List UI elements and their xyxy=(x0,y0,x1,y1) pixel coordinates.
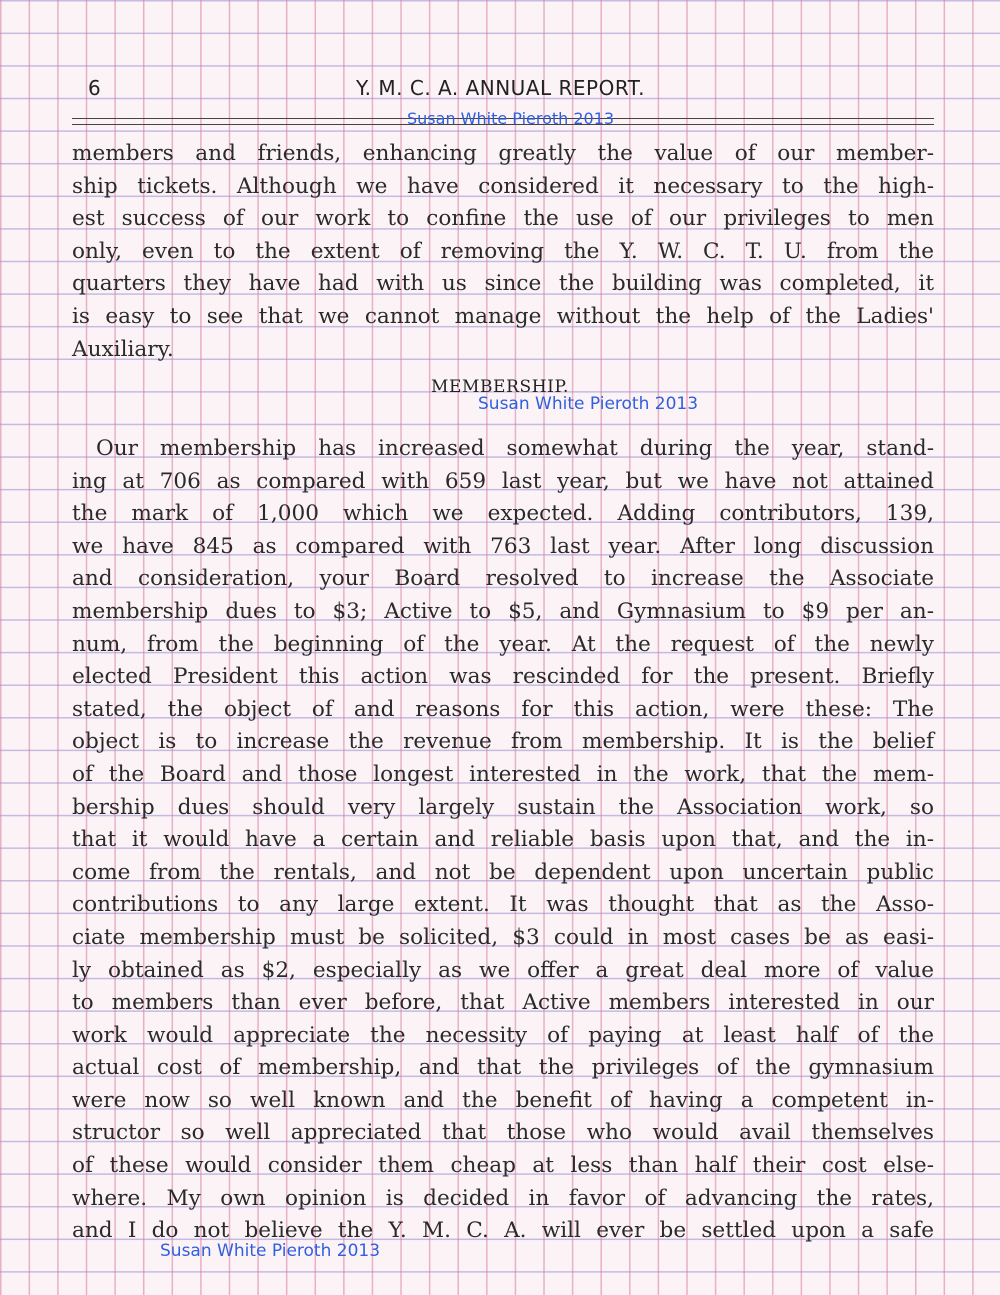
text-line: membership dues to $3; Active to $5, and Gymnasium to $9 per an- xyxy=(72,598,934,624)
text-line: the mark of 1,000 which we expected. Adding contributors, 139, xyxy=(72,501,934,527)
page-header xyxy=(0,70,1000,110)
text-line: and I do not believe the Y. M. C. A. will ever be settled upon a safe xyxy=(72,1218,934,1244)
text-line: work would appreciate the necessity of paying at least half of the xyxy=(72,1022,934,1048)
text-line: Auxiliary. xyxy=(72,336,174,362)
text-line: structor so well appreciated that those who would avail themselves xyxy=(72,1120,934,1146)
text-line: bership dues should very largely sustain the Association work, so xyxy=(72,794,934,820)
text-line: to members than ever before, that Active members interested in our xyxy=(72,990,934,1016)
text-line: come from the rentals, and not be dependent upon uncertain public xyxy=(72,859,934,885)
text-line: quarters they have had with us since the building was completed, it xyxy=(72,271,934,297)
text-line: and consideration, your Board resolved to increase the Associate xyxy=(72,566,934,592)
text-line: were now so well known and the benefit of having a competent in- xyxy=(72,1087,934,1113)
text-line: where. My own opinion is decided in favor of advancing the rates, xyxy=(72,1185,934,1211)
text-line: Our membership has increased somewhat during the year, stand- xyxy=(96,436,934,461)
page-number: 6 xyxy=(88,76,101,100)
text-line: of the Board and those longest interested in the work, that the mem- xyxy=(72,761,934,787)
text-line: est success of our work to confine the use of our privileges to men xyxy=(72,206,934,232)
text-line: is easy to see that we cannot manage without the help of the Ladies' xyxy=(72,303,934,329)
text-line: only, even to the extent of removing the Y. W. C. T. U. from the xyxy=(72,238,934,264)
text-line: ship tickets. Although we have considered it necessary to the high- xyxy=(72,173,934,199)
paragraph-1 xyxy=(72,138,934,366)
text-line: contributions to any large extent. It was thought that as the Asso- xyxy=(72,892,934,918)
text-line: of these would consider them cheap at less than half their cost else- xyxy=(72,1153,934,1179)
text-line: num, from the beginning of the year. At the request of the newly xyxy=(72,631,934,657)
text-line: stated, the object of and reasons for this action, were these: The xyxy=(72,696,934,722)
text-line: members and friends, enhancing greatly the value of our member- xyxy=(72,141,934,166)
running-head: Y. M. C. A. ANNUAL REPORT. xyxy=(356,76,645,100)
text-line: object is to increase the revenue from membership. It is the belief xyxy=(72,729,934,755)
text-line: actual cost of membership, and that the privileges of the gymnasium xyxy=(72,1055,934,1081)
watermark-bottom: Susan White Pieroth 2013 xyxy=(160,1241,381,1261)
text-line: that it would have a certain and reliable basis upon that, and the in- xyxy=(72,827,934,853)
section-heading: MEMBERSHIP. xyxy=(430,377,570,397)
text-line: ing at 706 as compared with 659 last year, but we have not attained xyxy=(72,468,934,494)
text-line: ciate membership must be solicited, $3 could in most cases be as easi- xyxy=(72,924,934,950)
text-line: elected President this action was rescinded for the present. Briefly xyxy=(72,664,934,690)
text-line: ly obtained as $2, especially as we offer a great deal more of value xyxy=(72,957,934,983)
watermark-top: Susan White Pieroth 2013 xyxy=(407,109,615,128)
watermark-middle: Susan White Pieroth 2013 xyxy=(478,394,699,414)
paragraph-2 xyxy=(72,433,934,1248)
text-line: we have 845 as compared with 763 last year. After long discussion xyxy=(72,533,934,559)
